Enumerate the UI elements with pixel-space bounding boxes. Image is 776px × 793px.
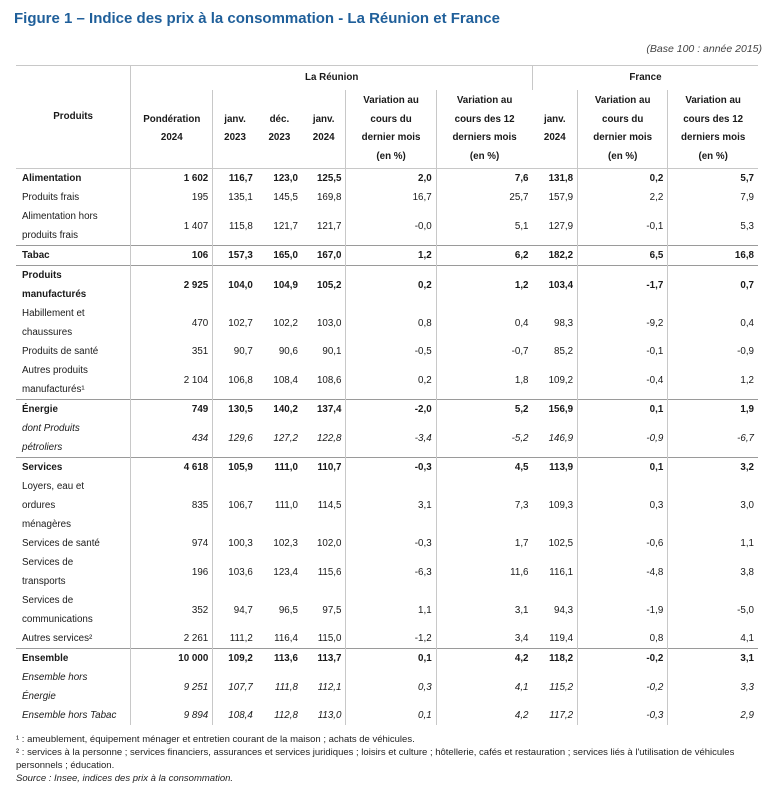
table-cell: 835 bbox=[131, 477, 213, 534]
row-label bbox=[16, 342, 131, 361]
row-label bbox=[16, 458, 131, 478]
table-cell: -0,2 bbox=[578, 668, 668, 706]
row-label bbox=[16, 246, 131, 266]
table-row bbox=[16, 629, 758, 649]
header-france-janv-2024 bbox=[533, 90, 578, 169]
header-line: derniers mois bbox=[452, 132, 517, 143]
row-label-line: Ensemble hors Tabac bbox=[22, 710, 117, 721]
table-cell: -0,3 bbox=[578, 706, 668, 725]
row-label-line: Services bbox=[22, 462, 63, 473]
row-label bbox=[16, 188, 131, 207]
table-cell: 102,7 bbox=[213, 304, 257, 342]
header-line: Variation au bbox=[456, 95, 513, 106]
table-cell: 11,6 bbox=[436, 553, 532, 591]
table-cell: 108,4 bbox=[273, 374, 298, 386]
table-cell: 1,2 bbox=[436, 266, 532, 305]
header-var-12-mois bbox=[436, 90, 532, 169]
row-label-line: Produits bbox=[22, 270, 62, 281]
table-cell: 3,2 bbox=[668, 458, 758, 478]
table-cell: 0,2 bbox=[578, 169, 668, 189]
row-label bbox=[16, 649, 131, 669]
header-line: 2024 bbox=[160, 132, 183, 143]
table-cell: 4,1 bbox=[436, 668, 532, 706]
table-cell: 96,5 bbox=[278, 604, 298, 616]
table-cell: 0,3 bbox=[578, 477, 668, 534]
table-cell: 2,0 bbox=[346, 169, 436, 189]
table-cell: 1,7 bbox=[436, 534, 532, 553]
table-cell: -6,7 bbox=[668, 419, 758, 458]
row-label-line: pétroliers bbox=[22, 442, 63, 453]
table-cell: 119,4 bbox=[549, 633, 574, 644]
header-line: janv. bbox=[543, 113, 566, 125]
table-cell: -3,4 bbox=[346, 419, 436, 458]
table-cell: 2 104 bbox=[131, 361, 213, 400]
header-line: janv. bbox=[312, 113, 335, 125]
table-cell: 90,6 bbox=[278, 346, 298, 357]
header-line: dernier mois bbox=[593, 132, 653, 143]
table-row bbox=[16, 553, 758, 591]
table-cell: 103,4 bbox=[548, 279, 574, 291]
row-label bbox=[16, 400, 131, 420]
table-row bbox=[16, 188, 758, 207]
table-cell: -0,2 bbox=[578, 649, 668, 669]
table-cell: 125,5 bbox=[316, 173, 342, 184]
table-cell: 105,2 bbox=[316, 279, 342, 291]
table-cell: 169,8 bbox=[316, 192, 342, 203]
row-label-line: Services de bbox=[22, 595, 74, 606]
header-group-reunion: La Réunion bbox=[131, 66, 533, 91]
row-label-line: Ensemble bbox=[22, 653, 69, 664]
footnote-1: ¹ : ameublement, équipement ménager et entretien courant de la maison ; achats de véhicules. bbox=[16, 734, 415, 745]
table-cell: 0,1 bbox=[346, 706, 436, 725]
header-line: Variation au bbox=[363, 95, 419, 106]
row-label-line: communications bbox=[22, 614, 93, 625]
table-cell: 6,2 bbox=[436, 246, 532, 266]
header-line: (en %) bbox=[376, 150, 406, 162]
row-label-line: Autres services² bbox=[22, 633, 93, 644]
table-cell: 4,1 bbox=[668, 629, 758, 649]
row-label bbox=[16, 668, 131, 706]
header-line: cours du bbox=[602, 113, 644, 125]
row-label bbox=[16, 477, 131, 534]
table-cell: 0,2 bbox=[346, 361, 436, 400]
table-cell: 3,3 bbox=[668, 668, 758, 706]
table-cell: 1,9 bbox=[668, 400, 758, 420]
table-cell: 195 bbox=[131, 188, 213, 207]
table-cell: 90,1 bbox=[322, 346, 342, 357]
row-label-line: manufacturés bbox=[22, 289, 87, 300]
table-cell: 105,9 bbox=[213, 458, 257, 478]
header-janv-2024 bbox=[302, 90, 346, 169]
table-cell: 111,0 bbox=[274, 462, 298, 473]
table-cell: 109,2 bbox=[213, 649, 257, 669]
row-label-line: Produits frais bbox=[22, 192, 80, 203]
table-cell: 4 618 bbox=[131, 458, 213, 478]
table-cell: 121,7 bbox=[273, 220, 298, 232]
table-cell: 9 894 bbox=[131, 706, 213, 725]
table-cell: 103,6 bbox=[213, 553, 257, 591]
table-cell: 123,4 bbox=[273, 566, 298, 578]
table-cell: 102,3 bbox=[273, 538, 298, 549]
table-cell: 111,2 bbox=[213, 629, 257, 649]
row-label bbox=[16, 706, 131, 725]
header-line: 2024 bbox=[312, 132, 335, 143]
table-cell: -0,5 bbox=[346, 342, 436, 361]
table-row bbox=[16, 304, 758, 342]
row-label-line: ménagères bbox=[22, 519, 72, 530]
table-cell: 0,2 bbox=[346, 266, 436, 305]
table-cell: 2,9 bbox=[668, 706, 758, 725]
table-cell: 5,1 bbox=[436, 207, 532, 246]
header-produits: Produits bbox=[16, 66, 131, 169]
table-cell: 2 261 bbox=[131, 629, 213, 649]
table-row bbox=[16, 477, 758, 534]
table-cell: 470 bbox=[131, 304, 213, 342]
table-cell: 110,7 bbox=[317, 462, 342, 473]
row-label bbox=[16, 361, 131, 400]
row-label bbox=[16, 629, 131, 649]
table-cell: 182,2 bbox=[548, 250, 574, 261]
table-cell: 0,1 bbox=[346, 649, 436, 669]
table-cell: 116,1 bbox=[549, 566, 574, 578]
table-cell: 1,2 bbox=[668, 361, 758, 400]
table-cell: 106 bbox=[131, 246, 213, 266]
header-group-france: France bbox=[533, 66, 759, 91]
header-france-var-12-mois bbox=[668, 90, 758, 169]
table-cell: 98,3 bbox=[554, 317, 574, 329]
table-cell: 1,1 bbox=[346, 591, 436, 629]
header-line: 2023 bbox=[224, 132, 246, 143]
row-label-line: Tabac bbox=[22, 250, 50, 261]
table-row bbox=[16, 342, 758, 361]
table-row bbox=[16, 534, 758, 553]
header-line: (en %) bbox=[469, 150, 500, 162]
table-cell: 114,5 bbox=[317, 500, 342, 511]
table-cell: 100,3 bbox=[213, 534, 257, 553]
table-cell: 113,9 bbox=[549, 462, 574, 473]
table-cell: -0,9 bbox=[668, 342, 758, 361]
row-label-line: manufacturés¹ bbox=[22, 384, 85, 395]
row-label-line: Autres produits bbox=[22, 365, 88, 376]
table-cell: -4,8 bbox=[578, 553, 668, 591]
row-label bbox=[16, 304, 131, 342]
row-label-line: Services de santé bbox=[22, 538, 100, 549]
table-cell: 974 bbox=[131, 534, 213, 553]
table-cell: 109,2 bbox=[548, 374, 574, 386]
price-index-table bbox=[16, 65, 758, 725]
table-cell: 7,9 bbox=[668, 188, 758, 207]
row-label-line: Alimentation hors bbox=[22, 211, 98, 222]
header-line: janv. bbox=[224, 113, 246, 125]
table-row bbox=[16, 706, 758, 725]
table-cell: 107,7 bbox=[213, 668, 257, 706]
row-label-line: Ensemble hors bbox=[22, 672, 88, 683]
table-cell: -1,2 bbox=[346, 629, 436, 649]
row-label bbox=[16, 169, 131, 189]
table-cell: -0,3 bbox=[346, 534, 436, 553]
row-label bbox=[16, 419, 131, 458]
table-cell: 111,0 bbox=[274, 500, 298, 511]
table-cell: 5,3 bbox=[668, 207, 758, 246]
row-label-line: Habillement et bbox=[22, 308, 85, 319]
table-cell: 1 602 bbox=[131, 169, 213, 189]
table-cell: 3,1 bbox=[436, 591, 532, 629]
table-cell: 3,1 bbox=[346, 477, 436, 534]
table-cell: 351 bbox=[131, 342, 213, 361]
table-cell: 94,3 bbox=[554, 604, 574, 616]
table-cell: 112,8 bbox=[274, 710, 298, 721]
table-cell: 104,0 bbox=[213, 266, 257, 305]
table-cell: -0,1 bbox=[578, 207, 668, 246]
table-cell: 116,4 bbox=[274, 633, 298, 644]
table-cell: -1,7 bbox=[578, 266, 668, 305]
table-cell: -1,9 bbox=[578, 591, 668, 629]
table-cell: 7,6 bbox=[436, 169, 532, 189]
table-row bbox=[16, 400, 758, 420]
table-cell: 116,7 bbox=[213, 169, 257, 189]
table-row bbox=[16, 207, 758, 246]
row-label-line: Énergie bbox=[22, 691, 56, 702]
table-cell: 102,2 bbox=[273, 317, 298, 329]
table-row bbox=[16, 668, 758, 706]
table-cell: 0,8 bbox=[578, 629, 668, 649]
header-var-mois bbox=[346, 90, 436, 169]
header-line: dernier mois bbox=[361, 132, 421, 143]
header-janv-2023 bbox=[213, 90, 257, 169]
table-cell: 112,1 bbox=[317, 681, 342, 693]
table-cell: 104,9 bbox=[273, 279, 298, 291]
table-cell: 97,5 bbox=[322, 604, 342, 616]
table-cell: 1,8 bbox=[436, 361, 532, 400]
header-line: cours des 12 bbox=[454, 113, 515, 125]
header-ponderation bbox=[131, 90, 213, 169]
table-row bbox=[16, 419, 758, 458]
header-line: cours des 12 bbox=[683, 113, 744, 125]
table-cell: 16,8 bbox=[668, 246, 758, 266]
row-label-line: chaussures bbox=[22, 327, 73, 338]
table-cell: -5,0 bbox=[668, 591, 758, 629]
source-note: Source : Insee, indices des prix à la consommation. bbox=[16, 773, 234, 784]
table-cell: 4,2 bbox=[436, 649, 532, 669]
table-cell: 25,7 bbox=[436, 188, 532, 207]
table-row bbox=[16, 361, 758, 400]
table-cell: 5,2 bbox=[436, 400, 532, 420]
table-cell: -0,4 bbox=[578, 361, 668, 400]
table-cell: 9 251 bbox=[131, 668, 213, 706]
table-cell: 4,2 bbox=[436, 706, 532, 725]
table-cell: 115,6 bbox=[317, 566, 342, 578]
table-cell: 85,2 bbox=[554, 346, 574, 357]
table-cell: -0,6 bbox=[578, 534, 668, 553]
table-cell: 10 000 bbox=[131, 649, 213, 669]
header-line: déc. bbox=[269, 113, 290, 125]
table-cell: 0,7 bbox=[668, 266, 758, 305]
table-cell: 5,7 bbox=[668, 169, 758, 189]
table-header bbox=[16, 66, 758, 169]
table-cell: 115,8 bbox=[213, 207, 257, 246]
table-cell: 0,1 bbox=[578, 458, 668, 478]
row-label bbox=[16, 553, 131, 591]
table-row bbox=[16, 649, 758, 669]
row-label-line: Produits de santé bbox=[22, 346, 99, 357]
table-cell: 1,2 bbox=[346, 246, 436, 266]
table-cell: 137,4 bbox=[316, 404, 342, 415]
table-cell: -0,1 bbox=[578, 342, 668, 361]
row-label-line: ordures bbox=[22, 500, 56, 511]
table-cell: 140,2 bbox=[273, 404, 298, 415]
table-row bbox=[16, 458, 758, 478]
table-cell: 123,0 bbox=[273, 173, 298, 184]
table-cell: 113,6 bbox=[273, 653, 298, 664]
row-label-line: Alimentation bbox=[22, 173, 82, 184]
footnote-2: ² : services à la personne ; services financiers, assurances et services juridiques ; loisirs et culture ; hôtellerie, cafés et restauration ; services liés à l'utilisation de véhicules personnels ; éducation. bbox=[16, 747, 735, 771]
table-cell: 157,3 bbox=[213, 246, 257, 266]
table-cell: 0,1 bbox=[578, 400, 668, 420]
header-line: 2024 bbox=[543, 132, 566, 143]
row-label-line: Énergie bbox=[22, 404, 58, 415]
header-line: cours du bbox=[370, 113, 412, 125]
table-cell: 106,8 bbox=[213, 361, 257, 400]
table-cell: 113,0 bbox=[317, 710, 342, 721]
table-cell: 122,8 bbox=[316, 432, 342, 444]
row-label bbox=[16, 534, 131, 553]
table-cell: 145,5 bbox=[273, 192, 298, 203]
header-dec-2023 bbox=[257, 90, 302, 169]
table-cell: 127,2 bbox=[273, 432, 298, 444]
row-label bbox=[16, 266, 131, 305]
table-cell: 0,4 bbox=[668, 304, 758, 342]
table-row bbox=[16, 591, 758, 629]
table-cell: 108,6 bbox=[316, 374, 342, 386]
table-cell: 196 bbox=[131, 553, 213, 591]
table-cell: -6,3 bbox=[346, 553, 436, 591]
table-cell: 102,0 bbox=[316, 538, 342, 549]
footnotes bbox=[16, 733, 758, 785]
table-cell: 16,7 bbox=[346, 188, 436, 207]
table-cell: 165,0 bbox=[273, 250, 298, 261]
table-cell: 108,4 bbox=[213, 706, 257, 725]
table-cell: 117,2 bbox=[549, 710, 574, 721]
table-cell: 749 bbox=[131, 400, 213, 420]
header-line: 2023 bbox=[268, 132, 291, 143]
table-cell: 1,1 bbox=[668, 534, 758, 553]
table-cell: 2,2 bbox=[578, 188, 668, 207]
table-cell: 90,7 bbox=[213, 342, 257, 361]
table-cell: 103,0 bbox=[316, 317, 342, 329]
table-cell: 3,8 bbox=[668, 553, 758, 591]
table-cell: 157,9 bbox=[548, 192, 574, 203]
table-cell: 3,0 bbox=[668, 477, 758, 534]
table-cell: -0,9 bbox=[578, 419, 668, 458]
table-cell: 127,9 bbox=[548, 220, 574, 232]
row-label-line: transports bbox=[22, 576, 66, 587]
table-cell: 94,7 bbox=[213, 591, 257, 629]
table-cell: 146,9 bbox=[548, 432, 574, 444]
table-cell: 135,1 bbox=[213, 188, 257, 207]
row-label-line: dont Produits bbox=[22, 423, 80, 434]
table-cell: 0,8 bbox=[346, 304, 436, 342]
table-cell: 118,2 bbox=[549, 653, 574, 664]
table-cell: -2,0 bbox=[346, 400, 436, 420]
table-cell: 434 bbox=[131, 419, 213, 458]
header-line: (en %) bbox=[698, 150, 728, 162]
table-cell: 156,9 bbox=[548, 404, 574, 415]
header-line: (en %) bbox=[607, 150, 638, 162]
table-cell: 2 925 bbox=[131, 266, 213, 305]
table-cell: 0,4 bbox=[436, 304, 532, 342]
table-cell: 7,3 bbox=[436, 477, 532, 534]
table-cell: -5,2 bbox=[436, 419, 532, 458]
table-cell: 115,2 bbox=[549, 681, 574, 693]
table-cell: 4,5 bbox=[436, 458, 532, 478]
table-body bbox=[16, 169, 758, 726]
table-cell: 111,8 bbox=[274, 681, 298, 693]
figure-title: Figure 1 – Indice des prix à la consommation - La Réunion et France bbox=[14, 10, 500, 27]
base-note: (Base 100 : année 2015) bbox=[646, 43, 762, 55]
table-cell: 0,3 bbox=[346, 668, 436, 706]
table-cell: 109,3 bbox=[548, 500, 574, 511]
row-label-line: produits frais bbox=[22, 230, 79, 241]
table-cell: 129,6 bbox=[213, 419, 257, 458]
table-cell: 121,7 bbox=[316, 220, 342, 232]
table-cell: -9,2 bbox=[578, 304, 668, 342]
table-row bbox=[16, 246, 758, 266]
table-cell: 102,5 bbox=[548, 538, 574, 549]
header-france-var-mois bbox=[578, 90, 668, 169]
table-cell: -0,3 bbox=[346, 458, 436, 478]
header-line: derniers mois bbox=[681, 132, 746, 143]
table-cell: 130,5 bbox=[213, 400, 257, 420]
table-cell: 113,7 bbox=[317, 653, 342, 664]
table-cell: 3,1 bbox=[668, 649, 758, 669]
table-cell: 106,7 bbox=[213, 477, 257, 534]
row-label bbox=[16, 591, 131, 629]
table-cell: 131,8 bbox=[548, 173, 574, 184]
table-cell: -0,7 bbox=[436, 342, 532, 361]
table-cell: 115,0 bbox=[317, 633, 342, 644]
table-row bbox=[16, 169, 758, 189]
table-cell: -0,0 bbox=[346, 207, 436, 246]
table-cell: 3,4 bbox=[436, 629, 532, 649]
row-label bbox=[16, 207, 131, 246]
row-label-line: Services de bbox=[22, 557, 74, 568]
header-line: Pondération bbox=[143, 113, 201, 125]
table-row bbox=[16, 266, 758, 305]
row-label-line: Loyers, eau et bbox=[22, 481, 85, 492]
header-line: Variation au bbox=[594, 95, 651, 106]
table-cell: 6,5 bbox=[578, 246, 668, 266]
table-cell: 167,0 bbox=[316, 250, 342, 261]
header-line: Variation au bbox=[685, 95, 741, 106]
table-cell: 1 407 bbox=[131, 207, 213, 246]
table-cell: 352 bbox=[131, 591, 213, 629]
